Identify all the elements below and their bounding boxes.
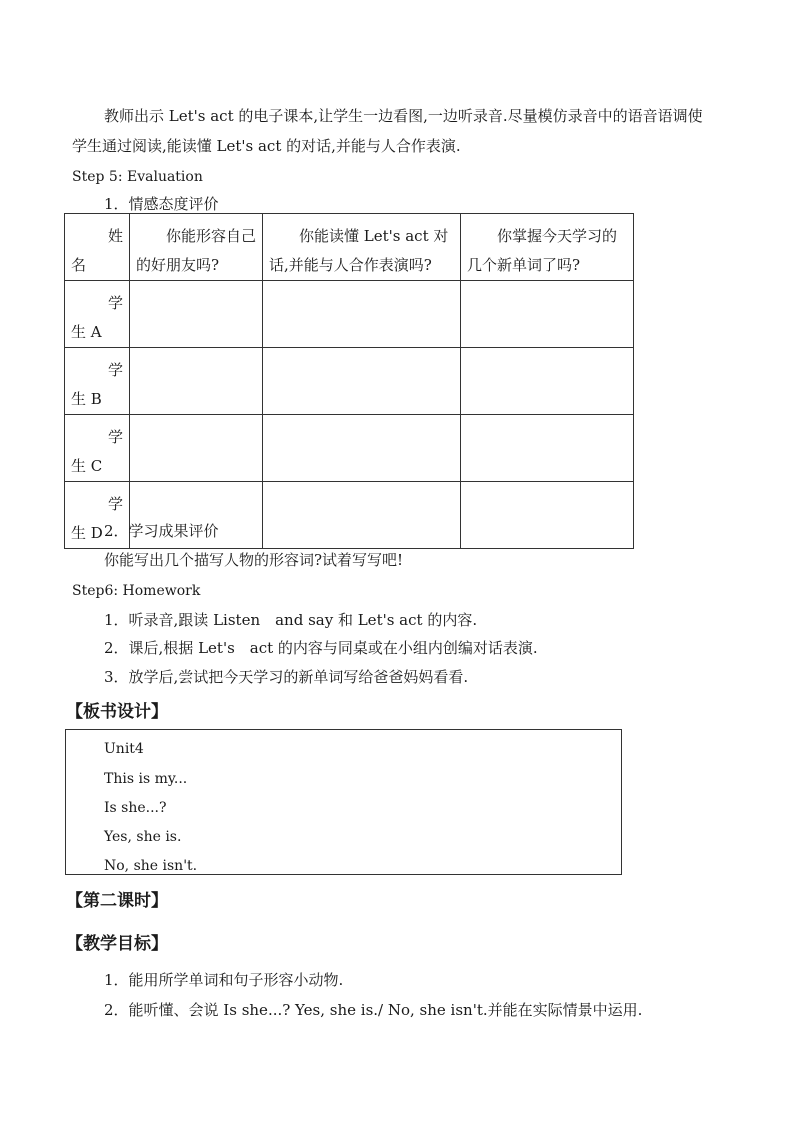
step5-sub2: 2．学习成果评价 xyxy=(104,522,219,540)
evaluation-table xyxy=(64,213,634,549)
header-cell-new-words: 你掌握今天学习的几个新单词了吗? xyxy=(461,214,634,281)
student-name-cell: 学 生 C xyxy=(65,415,130,482)
table-row xyxy=(65,348,634,415)
header-name-l2: 名 xyxy=(71,256,87,274)
eval-cell[interactable] xyxy=(263,415,461,482)
goal-item-2: 2．能听懂、会说 Is she...? Yes, she is./ No, she isn't.并能在实际情景中运用. xyxy=(104,1001,643,1019)
eval-cell[interactable] xyxy=(461,482,634,549)
header-name-l1: 姓 xyxy=(107,227,123,245)
student-name-cell: 学 生 D xyxy=(65,482,130,549)
homework-item-2: 2．课后,根据 Let's act 的内容与同桌或在小组内创编对话表演. xyxy=(104,639,538,657)
step5-sub1: 1．情感态度评价 xyxy=(104,195,219,213)
goal-item-1: 1．能用所学单词和句子形容小动物. xyxy=(104,971,344,989)
header-cell-read-act: 你能读懂 Let's act 对话,并能与人合作表演吗? xyxy=(263,214,461,281)
intro-line-1: 教师出示 Let's act 的电子课本,让学生一边看图,一边听录音.尽量模仿录音中的语音语调使 xyxy=(104,107,703,125)
goals-heading: 【教学目标】 xyxy=(66,934,168,954)
step6-title: Step6: Homework xyxy=(72,583,201,599)
eval-cell[interactable] xyxy=(130,415,263,482)
board-line-3: Is she...? xyxy=(104,800,167,816)
step5-sub2-text: 你能写出几个描写人物的形容词?试着写写吧! xyxy=(104,551,404,569)
table-header-row xyxy=(65,214,634,281)
homework-item-3: 3．放学后,尝试把今天学习的新单词写给爸爸妈妈看看. xyxy=(104,668,469,686)
eval-cell[interactable] xyxy=(130,348,263,415)
eval-cell[interactable] xyxy=(461,281,634,348)
table-row xyxy=(65,415,634,482)
student-name-cell: 学 生 A xyxy=(65,281,130,348)
student-name-cell: 学 生 B xyxy=(65,348,130,415)
homework-item-1: 1．听录音,跟读 Listen and say 和 Let's act 的内容. xyxy=(104,611,478,629)
header-cell-describe-friend: 你能形容自己的好朋友吗? xyxy=(130,214,263,281)
step5-title: Step 5: Evaluation xyxy=(72,169,203,185)
eval-cell[interactable] xyxy=(263,482,461,549)
eval-cell[interactable] xyxy=(461,348,634,415)
board-line-4: Yes, she is. xyxy=(104,829,182,845)
board-line-2: This is my... xyxy=(104,771,188,787)
lesson2-heading: 【第二课时】 xyxy=(66,891,168,911)
board-design-heading: 【板书设计】 xyxy=(66,702,168,722)
intro-line-2: 学生通过阅读,能读懂 Let's act 的对话,并能与人合作表演. xyxy=(72,137,461,155)
eval-cell[interactable] xyxy=(461,415,634,482)
board-design-box xyxy=(65,729,622,875)
eval-cell[interactable] xyxy=(263,348,461,415)
table-row xyxy=(65,281,634,348)
eval-cell[interactable] xyxy=(130,281,263,348)
board-line-5: No, she isn't. xyxy=(104,858,198,874)
eval-cell[interactable] xyxy=(263,281,461,348)
header-name-cell xyxy=(65,214,130,281)
board-line-1: Unit4 xyxy=(104,741,144,757)
